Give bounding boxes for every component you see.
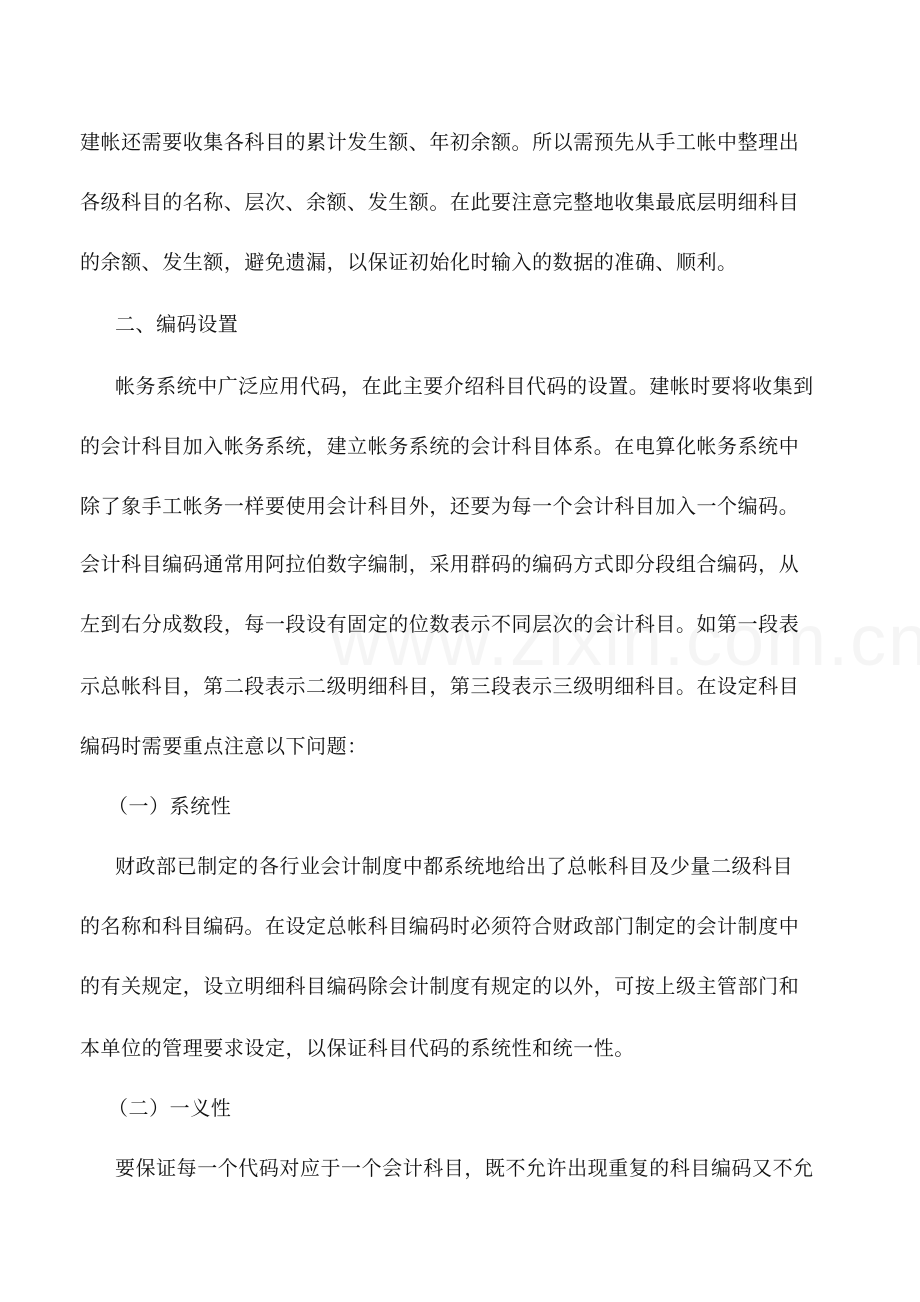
- paragraph-line: 财政部已制定的各行业会计制度中都系统地给出了总帐科目及少量二级科目: [115, 854, 794, 878]
- paragraph-line: 的会计科目加入帐务系统，建立帐务系统的会计科目体系。在电算化帐务系统中: [80, 434, 800, 458]
- paragraph-line: 会计科目编码通常用阿拉伯数字编制，采用群码的编码方式即分段组合编码，从: [80, 552, 800, 576]
- paragraph-line: 的有关规定，设立明细科目编码除会计制度有规定的以外，可按上级主管部门和: [80, 974, 800, 998]
- paragraph-line: 的名称和科目编码。在设定总帐科目编码时必须符合财政部门制定的会计制度中: [80, 914, 800, 938]
- paragraph-line: 左到右分成数段，每一段设有固定的位数表示不同层次的会计科目。如第一段表: [80, 612, 800, 636]
- paragraph-line: 各级科目的名称、层次、余额、发生额。在此要注意完整地收集最底层明细科目: [80, 190, 800, 214]
- paragraph-line: 建帐还需要收集各科目的累计发生额、年初余额。所以需预先从手工帐中整理出: [80, 130, 800, 154]
- paragraph-line: 要保证每一个代码对应于一个会计科目，既不允许出现重复的科目编码又不允: [115, 1156, 814, 1180]
- subsection-heading: （二）一义性: [108, 1096, 232, 1120]
- paragraph-line: 的余额、发生额，避免遗漏，以保证初始化时输入的数据的准确、顺利。: [80, 250, 738, 274]
- paragraph-line: 本单位的管理要求设定，以保证科目代码的系统性和统一性。: [80, 1036, 635, 1060]
- subsection-heading: （一）系统性: [108, 794, 232, 818]
- section-heading: 二、编码设置: [115, 312, 239, 336]
- paragraph-line: 帐务系统中广泛应用代码，在此主要介绍科目代码的设置。建帐时要将收集到: [115, 374, 814, 398]
- paragraph-line: 除了象手工帐务一样要使用会计科目外，还要为每一个会计科目加入一个编码。: [80, 494, 800, 518]
- paragraph-line: 编码时需要重点注意以下问题：: [80, 734, 368, 758]
- paragraph-line: 示总帐科目，第二段表示二级明细科目，第三段表示三级明细科目。在设定科目: [80, 674, 800, 698]
